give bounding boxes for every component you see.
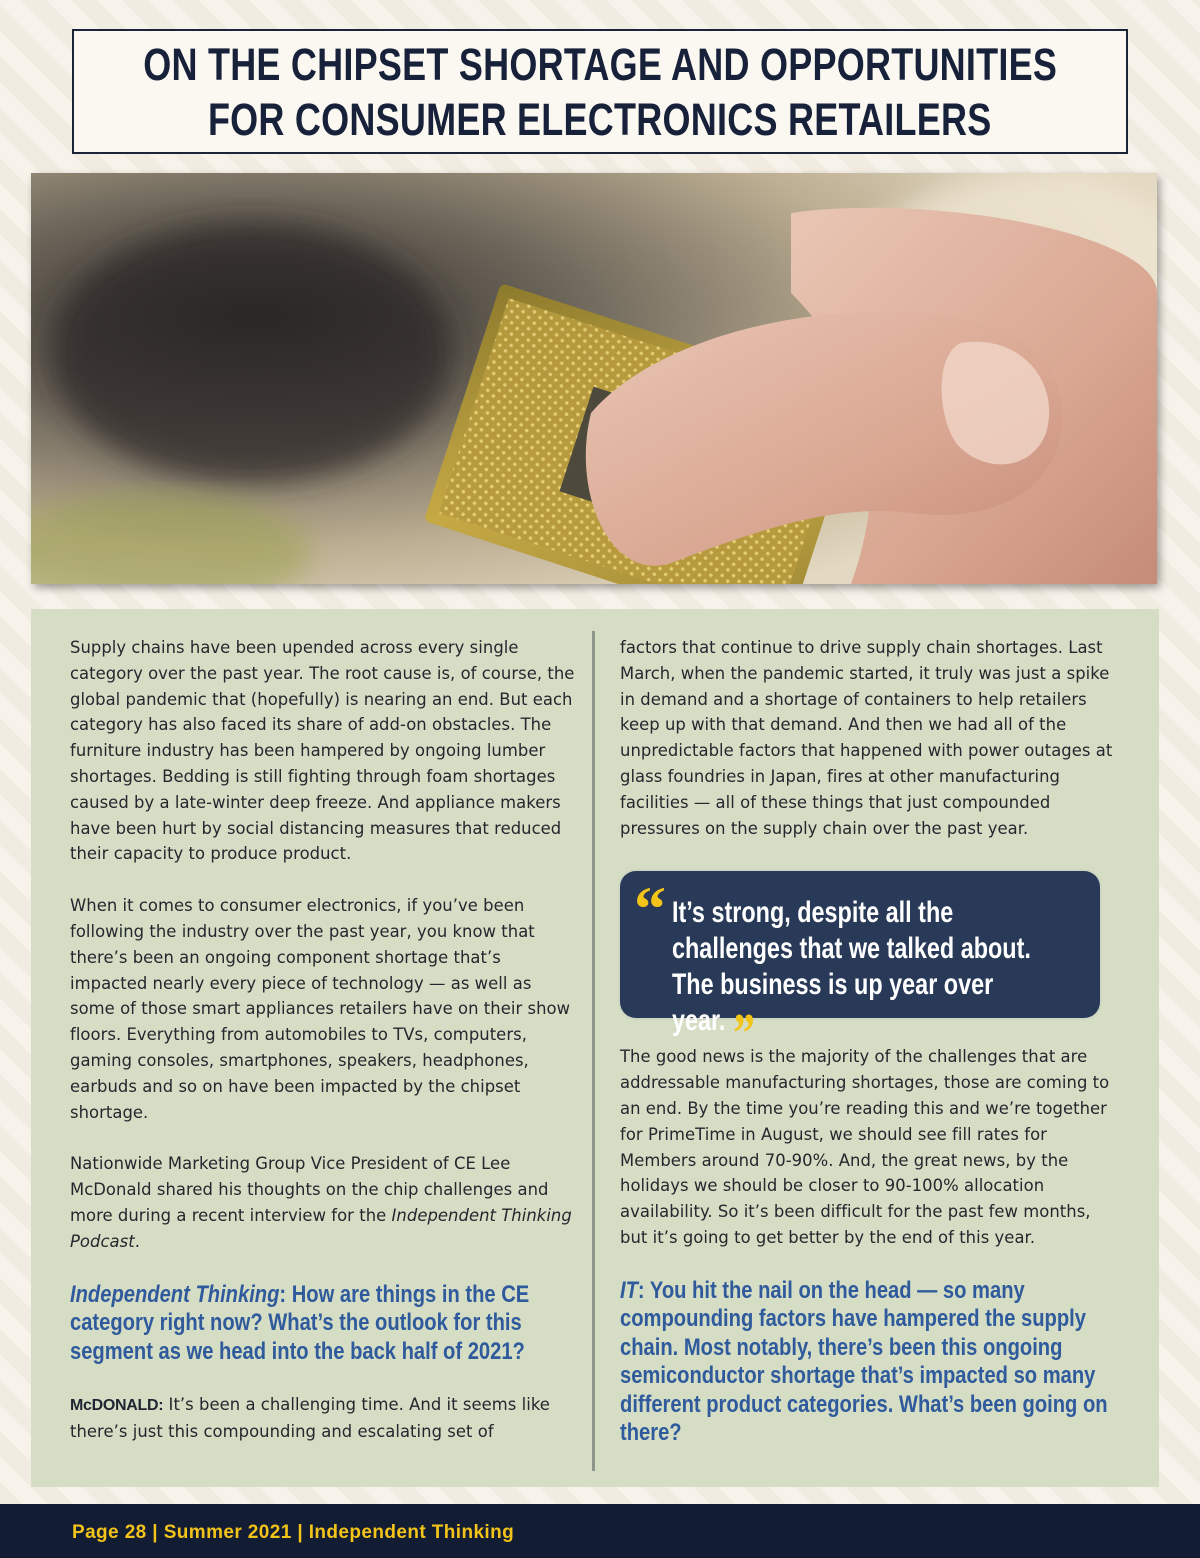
article-title-line-1: ON THE CHIPSET SHORTAGE AND OPPORTUNITIES <box>143 38 1057 90</box>
right-column <box>620 635 1120 1448</box>
podcast-name: Independent Thinking Podcast <box>70 1205 572 1251</box>
article-title <box>72 29 1128 154</box>
interview-answer <box>70 1392 580 1445</box>
paragraph: The good news is the majority of the challenges that are addressable manufacturing shortages, those are coming to an end. By the time you’re reading this and we’re together for PrimeTime in August, we should see fill rates for Members around 70-90%. And, the great news, by the holidays we should be closer to 90-100% allocation availability. So it’s been difficult for the past few months, but it’s going to get better by the end of this year. <box>620 1047 1110 1247</box>
question-lead: Independent Thinking <box>70 1280 280 1308</box>
left-column <box>70 635 580 1445</box>
interview-question <box>620 1277 1120 1448</box>
paragraph-end: . <box>134 1231 140 1251</box>
paragraph-text: Nationwide Marketing Group Vice President of CE Lee McDonald shared his thoughts on the chip challenges and more during a recent interview for the <box>70 1154 549 1225</box>
cpu-chip-illustration <box>31 173 1157 584</box>
answer-text: It’s been a challenging time. And it seems like there’s just this compounding and escalating set of <box>70 1395 550 1441</box>
paragraph: factors that continue to drive supply chain shortages. Last March, when the pandemic started, it truly was just a spike in demand and a shortage of containers to help retailers keep up with that demand. And then we had all of the unpredictable factors that happened with power outages at glass foundries in Japan, fires at other manufacturing facilities — all of these things that just compounded pressures on the supply chain over the past year. <box>620 638 1113 838</box>
close-quote-icon: ” <box>733 1003 756 1066</box>
interview-question <box>70 1281 580 1367</box>
article-title-line-2: FOR CONSUMER ELECTRONICS RETAILERS <box>208 93 992 145</box>
open-quote-icon: “ <box>634 873 666 945</box>
pull-quote-text: It’s strong, despite all the challenges that we talked about. The business is up year over year. ” <box>672 896 1031 1066</box>
paragraph: Supply chains have been upended across every single category over the past year. The root cause is, of course, the global pandemic that (hopefully) is nearing an end. But each category has also faced its share of add-on obstacles. The furniture industry has been hampered by ongoing lumber shortages. Bedding is still fighting through foam shortages caused by a late-winter deep freeze. And appliance makers have been hurt by social distancing measures that reduced their capacity to produce product. <box>70 638 575 864</box>
hero-image <box>31 173 1157 584</box>
column-divider <box>592 631 595 1471</box>
question-lead: IT <box>620 1276 638 1304</box>
article-body <box>31 609 1159 1487</box>
pull-quote <box>620 871 1100 1066</box>
paragraph: When it comes to consumer electronics, if you’ve been following the industry over the past year, you know that there’s been an ongoing component shortage that’s impacted nearly every piece of technology — as well as some of those smart appliances retailers have on their show floors. Everything from automobiles to TVs, computers, gaming consoles, smartphones, speakers, headphones, earbuds and so on have been impacted by the chipset shortage. <box>70 896 571 1122</box>
paragraph <box>70 1151 580 1254</box>
question-text: : You hit the nail on the head — so many compounding factors have hampered the supply chain. Most notably, there’s been this ongoing semiconductor shortage that’s impacted so many different product categories. What’s been going on there? <box>620 1276 1108 1447</box>
footer-text: Page 28 | Summer 2021 | Independent Thinking <box>72 1522 515 1543</box>
speaker-label: McDONALD: <box>70 1397 164 1415</box>
page-footer <box>0 1504 1200 1558</box>
question-text: : How are things in the CE category right now? What’s the outlook for this segment as we head into the back half of 2021? <box>70 1280 530 1365</box>
